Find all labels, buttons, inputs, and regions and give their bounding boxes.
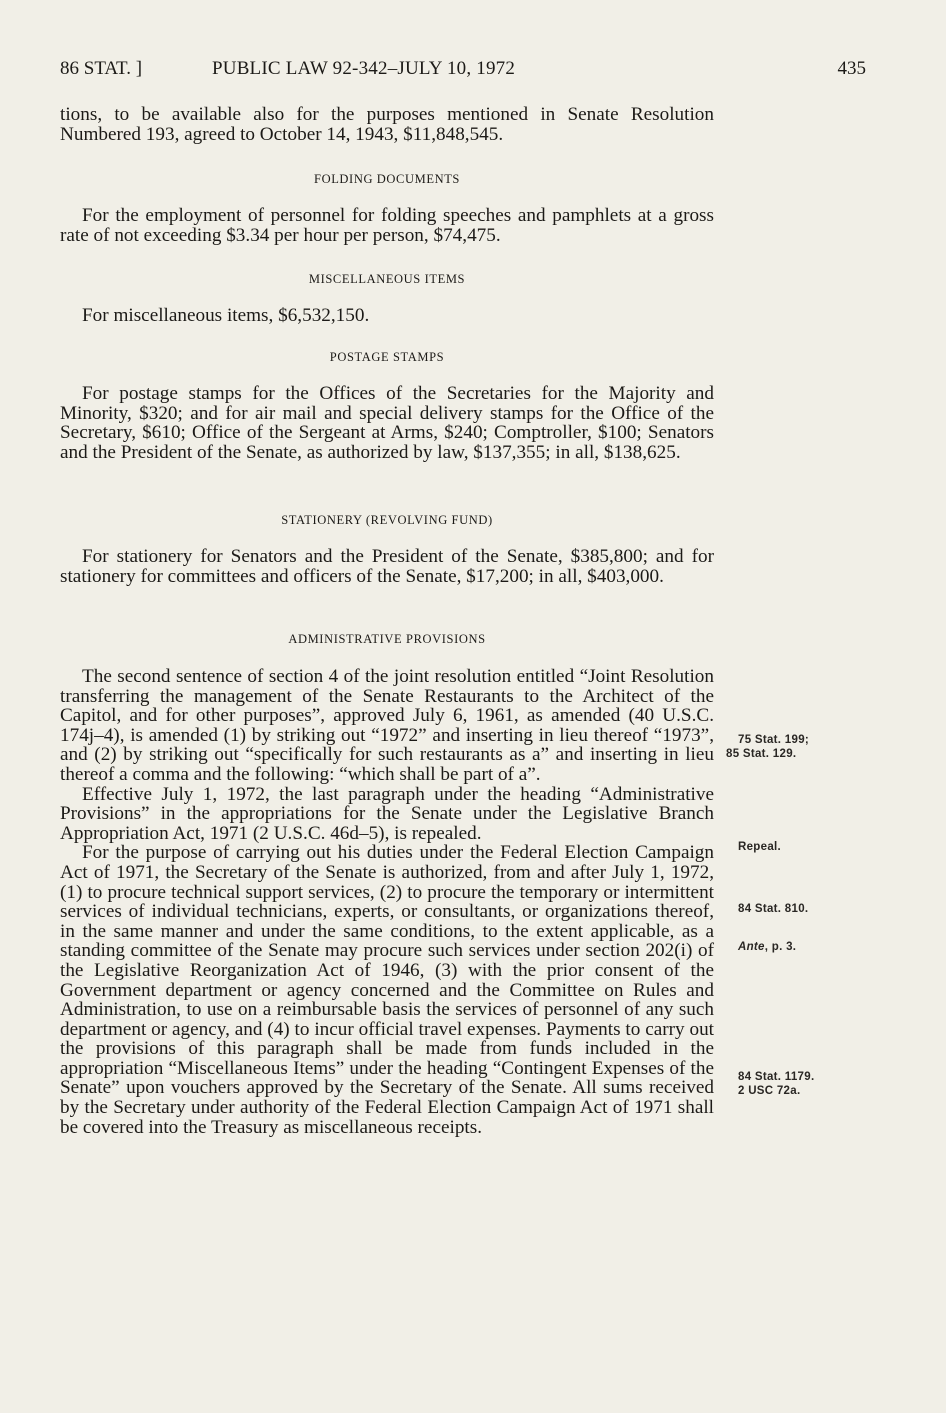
margin-citation-1: 75 Stat. 199; 85 Stat. 129. [726, 734, 810, 760]
page-number: 435 [837, 58, 866, 79]
admin-paragraph-2: Effective July 1, 1972, the last paragraph under the heading “Administrative Provisions” in the appropriations for the Senate under the Legislative Branch Appropriation Act, 1971 (2 U.S.C. 46d–5), is repealed. [60, 783, 714, 844]
margin-note-repeal: Repeal. [738, 841, 782, 853]
page-header [60, 58, 866, 84]
section-heading-stationery: STATIONERY (REVOLVING FUND) [281, 513, 493, 527]
postage-paragraph: For postage stamps for the Offices of the Secretaries for the Majority and Minority, $320; and for air mail and special delivery stamps for the Office of the Secretary, $610; Office of the Sergeant at Arms, $240; Comptroller, $100; Senators and the President of the Senate, as authorized by law, $137,355; in all, $138,625. [60, 383, 714, 463]
running-title: PUBLIC LAW 92-342–JULY 10, 1972 [212, 58, 516, 79]
stationery-paragraph: For stationery for Senators and the President of the Senate, $385,800; and for stationery for committees and officers of the Senate, $17,200; in all, $403,000. [60, 546, 714, 587]
margin-citation-2: 84 Stat. 810. [738, 903, 809, 915]
margin-citation-ante: Ante, p. 3. [738, 941, 797, 953]
folding-paragraph: For the employment of personnel for folding speeches and pamphlets at a gross rate of not exceeding $3.34 per hour per person, $74,475. [60, 205, 714, 246]
margin-citation-3: 84 Stat. 1179. 2 USC 72a. [738, 1071, 815, 1097]
miscellaneous-paragraph: For miscellaneous items, $6,532,150. [82, 305, 370, 326]
admin-paragraph-1: The second sentence of section 4 of the joint resolution entitled “Joint Resolution transferring the management of the Senate Restaurants to the Architect of the Capitol, and for other purposes”, approved July 6, 1961, as amended (40 U.S.C. 174j–4), is amended (1) by striking out “1972” and inserting in lieu thereof “1973”, and (2) by striking out “specifically for such restaurants as a” and inserting in lieu thereof a comma and the following: “which shall be part of a”. [60, 666, 714, 785]
statute-reference: 86 STAT. ] [60, 58, 143, 79]
section-heading-miscellaneous: MISCELLANEOUS ITEMS [308, 272, 466, 286]
section-heading-folding: FOLDING DOCUMENTS [314, 172, 460, 186]
administrative-provisions-text [60, 667, 714, 1137]
section-heading-postage: POSTAGE STAMPS [329, 350, 445, 364]
section-heading-administrative: ADMINISTRATIVE PROVISIONS [288, 632, 486, 646]
intro-paragraph: tions, to be available also for the purposes mentioned in Senate Resolution Numbered 193, agreed to October 14, 1943, $11,848,545. [60, 104, 714, 145]
admin-paragraph-3: For the purpose of carrying out his duties under the Federal Election Campaign Act of 1971, the Secretary of the Senate is authorized, from and after July 1, 1972, (1) to procure technical support services, (2) to procure the temporary or intermittent services of individual technicians, experts, or consultants, or organizations thereof, in the same manner and under the same conditions, to the extent applicable, as a standing committee of the Senate may procure such services under section 202(i) of the Legislative Reorganization Act of 1946, (3) with the prior consent of the Government department or agency concerned and the Committee on Rules and Administration, to use on a reimbursable basis the services of personnel of any such department or agency, and (4) to incur official travel expenses. Payments to carry out the provisions of this paragraph shall be made from funds included in the appropriation “Miscellaneous Items” under the heading “Contingent Expenses of the Senate” upon vouchers approved by the Secretary of the Senate. All sums received by the Secretary under authority of the Federal Election Campaign Act of 1971 shall be covered into the Treasury as miscellaneous receipts. [60, 842, 714, 1138]
